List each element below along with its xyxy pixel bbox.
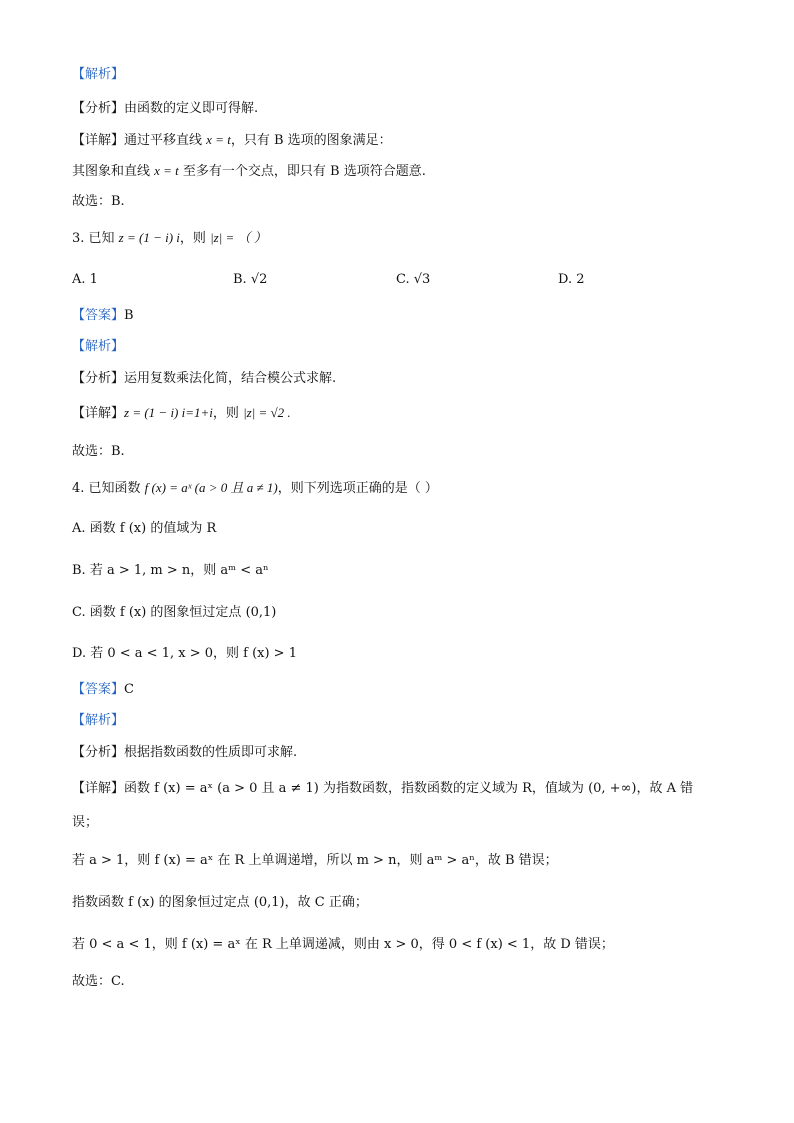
daan-tag: 【答案】 [72,308,125,323]
math-expr: |z| = （ ） [210,230,267,245]
fenxi-text: 由函数的定义即可得解. [124,101,259,116]
detail-text: 其图象和直线 [72,164,155,179]
analysis-line [72,744,297,762]
q4-option-d: D. 若 0 < a < 1, x > 0，则 f (x) > 1 [72,646,297,661]
question-3-stem [72,229,267,248]
math-expr: |z| = √2 . [243,405,291,420]
fenxi-tag: 【分析】 [72,371,125,386]
fenxi-text: 运用复数乘法化简，结合模公式求解. [124,371,337,386]
answer-choice-line [72,973,125,991]
analysis-line [72,100,258,118]
stem-text: ，则下列选项正确的是（ ） [277,481,438,496]
jiexi-tag: 【解析】 [72,67,125,82]
stem-text: ，则 [179,231,211,246]
detail-text: ，只有 B 选项的图象满足： [230,133,392,148]
fenxi-text: 根据指数函数的性质即可求解. [124,745,298,760]
q3-option-d: D. 2 [558,272,585,287]
math-expr: z = (1 − i) i [118,230,180,245]
choice-text: 故选：B. [72,444,125,459]
detail-text: 通过平移直线 [124,133,207,148]
detail-line-3: 若 a > 1，则 f (x) = aˣ 在 R 上单调递增，所以 m > n，则 aᵐ > aⁿ，故 B 错误； [72,853,558,868]
q4-option-a: A. 函数 f (x) 的值域为 R [72,521,217,536]
q4-option-c: C. 函数 f (x) 的图象恒过定点 (0,1) [72,605,277,620]
answer-choice-line [72,193,125,211]
detail-line-2: 误； [72,815,99,830]
fenxi-tag: 【分析】 [72,101,125,116]
xiangjie-tag: 【详解】 [72,781,125,796]
detail-line-1 [72,404,291,423]
detail-line-2 [72,162,426,181]
xiangjie-tag: 【详解】 [72,133,125,148]
analysis-header [72,66,124,84]
answer-line [72,307,134,325]
q3-option-c: C. √3 [396,272,431,287]
xiangjie-tag: 【详解】 [72,406,125,421]
detail-line-1 [72,131,392,150]
detail-line-4: 指数函数 f (x) 的图象恒过定点 (0,1)，故 C 正确； [72,895,368,910]
answer-value: B [124,308,134,323]
choice-text: 故选：B. [72,194,125,209]
math-expr: f (x) = aˣ (a > 0 且 a ≠ 1) [144,480,278,495]
analysis-header [72,338,124,356]
question-4-stem [72,479,438,498]
analysis-header [72,712,124,730]
answer-choice-line [72,443,125,461]
daan-tag: 【答案】 [72,682,125,697]
fenxi-tag: 【分析】 [72,745,125,760]
answer-value: C [124,682,134,697]
detail-text: 函数 f (x) = aˣ (a > 0 且 a ≠ 1) 为指数函数，指数函数的定义域为 R，值域为 (0, +∞)，故 A 错 [124,781,694,796]
math-expr: x = t [206,132,231,147]
math-expr: x = t [154,163,179,178]
detail-line-5: 若 0 < a < 1，则 f (x) = aˣ 在 R 上单调递减，则由 x > 0，得 0 < f (x) < 1，故 D 错误； [72,937,614,952]
analysis-line [72,370,336,388]
choice-text: 故选：C. [72,974,125,989]
math-expr: z = (1 − i) i=1+i [124,405,213,420]
jiexi-tag: 【解析】 [72,339,125,354]
q3-option-a: A. 1 [72,272,98,287]
answer-line [72,681,134,699]
detail-line-1 [72,780,693,798]
q4-option-b: B. 若 a > 1, m > n，则 aᵐ < aⁿ [72,563,269,578]
detail-text: 至多有一个交点，即只有 B 选项符合题意. [178,164,426,179]
q3-option-b: B. √2 [233,272,268,287]
jiexi-tag: 【解析】 [72,713,125,728]
detail-text: ，则 [212,406,244,421]
stem-text: 4. 已知函数 [72,481,145,496]
stem-text: 3. 已知 [72,231,119,246]
